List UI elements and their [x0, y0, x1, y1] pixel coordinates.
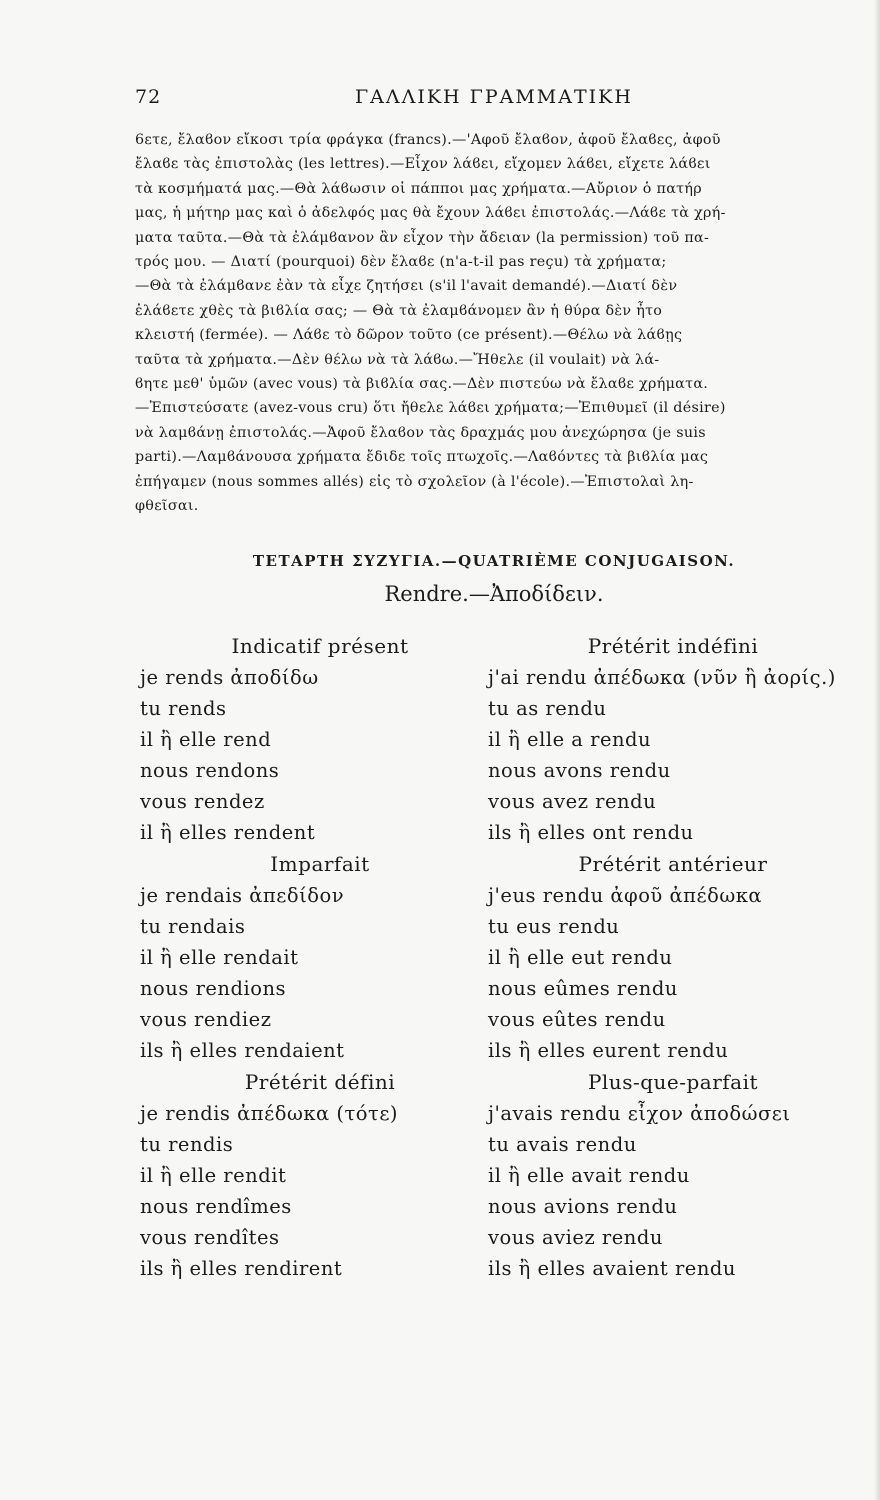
paragraph-line: νὰ λαμϐάνῃ ἐπιστολάς.—Ἀφοῦ ἔλαϐον τὰς δραχμάς μου ἀνεχώρησα (je suis [135, 424, 706, 441]
conjugation-form: nous rendions [140, 977, 287, 1000]
paragraph-line: ταῦτα τὰ χρήματα.—Δὲν θέλω νὰ τὰ λάϐω.—Ἤθελε (il voulait) νὰ λά- [135, 351, 660, 368]
conjugation-form: tu as rendu [488, 697, 607, 720]
paragraph-line: ἐπήγαμεν (nous sommes allés) εἰς τὸ σχολεῖον (à l'école).—Ἐπιστολαὶ λη- [135, 473, 694, 490]
section-verb: Rendre.—Ἀποδίδειν. [384, 582, 604, 606]
conjugation-form: il ἢ elle eut rendu [488, 946, 673, 969]
conjugation-form: il ἢ elle rendait [140, 946, 299, 969]
conjugation-form: nous rendîmes [140, 1195, 292, 1218]
conjugation-form: tu rendais [140, 915, 246, 938]
conjugation-form: nous avions rendu [488, 1195, 678, 1218]
conjugation-form: tu rends [140, 697, 227, 720]
conjugation-form: vous rendez [140, 790, 265, 813]
page-number: 72 [135, 86, 162, 108]
conjugation-form: j'ai rendu ἀπέδωκα (νῦν ἢ ἀορίς.) [488, 666, 836, 689]
exercise-paragraph [135, 128, 853, 519]
tense-heading: Plus-que-parfait [587, 1070, 759, 1094]
conjugation-form: il ἢ elles rendent [140, 821, 316, 844]
conjugation-form: il ἢ elle rendit [140, 1164, 287, 1187]
conjugation-form: je rendais ἀπεδίδον [140, 884, 345, 907]
tense-heading: Prétérit défini [244, 1070, 396, 1094]
conjugation-form: il ἢ elle a rendu [488, 728, 652, 751]
running-title: ΓΑΛΛΙΚΗ ΓΡΑΜΜΑΤΙΚΗ [355, 86, 633, 108]
conjugation-form: j'eus rendu ἀφοῦ ἀπέδωκα [488, 884, 763, 907]
conjugation-form: tu avais rendu [488, 1133, 637, 1156]
paragraph-line: parti).—Λαμϐάνουσα χρήματα ἔδιδε τοῖς πτωχοῖς.—Λαϐόντες τὰ βιϐλία μας [135, 449, 709, 466]
paragraph-line: ϐητε μεθ' ὑμῶν (avec vous) τὰ βιϐλία σας.—Δὲν πιστεύω νὰ ἔλαϐε χρήματα. [135, 376, 709, 393]
conjugation-form: vous aviez rendu [488, 1226, 663, 1249]
paragraph-line: μας, ἡ μήτηρ μας καὶ ὁ ἀδελφός μας θὰ ἔχουν λάϐει ἐπιστολάς.—Λάϐε τὰ χρή- [135, 205, 726, 222]
conjugation-form: je rends ἀποδίδω [140, 666, 319, 689]
conjugation-form: vous rendîtes [140, 1226, 280, 1249]
page-edge-shadow [874, 0, 880, 1500]
tense-heading: Prétérit indéfini [587, 634, 759, 658]
tense-heading: Prétérit antérieur [578, 852, 768, 876]
conjugation-form: vous rendiez [140, 1008, 272, 1031]
paragraph-line: φθεῖσαι. [135, 498, 199, 515]
paragraph-line: τὰ κοσμήματά μας.—Θὰ λάϐωσιν οἱ πάπποι μας χρήματα.—Αὔριον ὁ πατήρ [135, 180, 702, 197]
conjugation-form: vous avez rendu [488, 790, 657, 813]
paragraph-line: —Θὰ τὰ ἐλάμϐανε ἐὰν τὰ εἶχε ζητήσει (s'il l'avait demandé).—Διατί δὲν [135, 278, 678, 295]
conjugation-column-left [140, 630, 500, 1284]
paragraph-line: ἐλάϐετε χθὲς τὰ βιϐλία σας; — Θὰ τὰ ἐλαμϐάνομεν ἂν ἡ θύρα δὲν ἦτο [135, 302, 663, 319]
paragraph-line: —Ἐπιστεύσατε (avez-vous cru) ὅτι ἤθελε λάϐει χρήματα;—Ἐπιθυμεῖ (il désire) [135, 400, 726, 417]
paragraph-line: 6ετε, ἔλαϐον εἴκοσι τρία φράγκα (francs).—'Αφοῦ ἔλαϐον, ἀφοῦ ἔλαϐες, ἀφοῦ [135, 132, 721, 148]
conjugation-column-right [488, 630, 858, 1284]
tense-heading: Indicatif présent [231, 634, 409, 658]
page-header [135, 86, 855, 114]
conjugation-form: vous eûtes rendu [488, 1008, 666, 1031]
conjugation-form: nous avons rendu [488, 759, 671, 782]
conjugation-form: ils ἢ elles ont rendu [488, 821, 694, 844]
conjugation-form: ils ἢ elles rendaient [140, 1039, 345, 1062]
paragraph-line: τρός μου. — Διατί (pourquoi) δὲν ἔλαϐε (n'a-t-il pas reçu) τὰ χρήματα; [135, 254, 667, 271]
conjugation-form: tu rendis [140, 1133, 234, 1156]
conjugation-form: ils ἢ elles eurent rendu [488, 1039, 729, 1062]
conjugation-form: il ἢ elle rend [140, 728, 272, 751]
conjugation-form: tu eus rendu [488, 915, 620, 938]
paragraph-line: κλειστή (fermée). — Λάϐε τὸ δῶρον τοῦτο (ce présent).—Θέλω νὰ λάϐῃς [135, 327, 683, 344]
paragraph-line: ἔλαϐε τὰς ἐπιστολὰς (les lettres).—Εἶχον λάϐει, εἴχομεν λάϐει, εἴχετε λάϐει [135, 156, 711, 173]
conjugation-form: j'avais rendu εἶχον ἀποδώσει [488, 1102, 791, 1125]
conjugation-form: il ἢ elle avait rendu [488, 1164, 690, 1187]
conjugation-form: je rendis ἀπέδωκα (τότε) [140, 1102, 399, 1125]
conjugation-form: ils ἢ elles rendirent [140, 1257, 343, 1280]
conjugation-form: nous eûmes rendu [488, 977, 678, 1000]
conjugation-form: ils ἢ elles avaient rendu [488, 1257, 736, 1280]
paragraph-line: ματα ταῦτα.—Θὰ τὰ ἐλάμϐανον ἂν εἶχον τὴν ἄδειαν (la permission) τοῦ πα- [135, 229, 710, 246]
conjugation-form: nous rendons [140, 759, 280, 782]
section-title: ΤΕΤΑΡΤΗ ΣΥΖΥΓΙΑ.—QUATRIÈME CONJUGAISON. [252, 552, 736, 570]
tense-heading: Imparfait [270, 852, 370, 876]
